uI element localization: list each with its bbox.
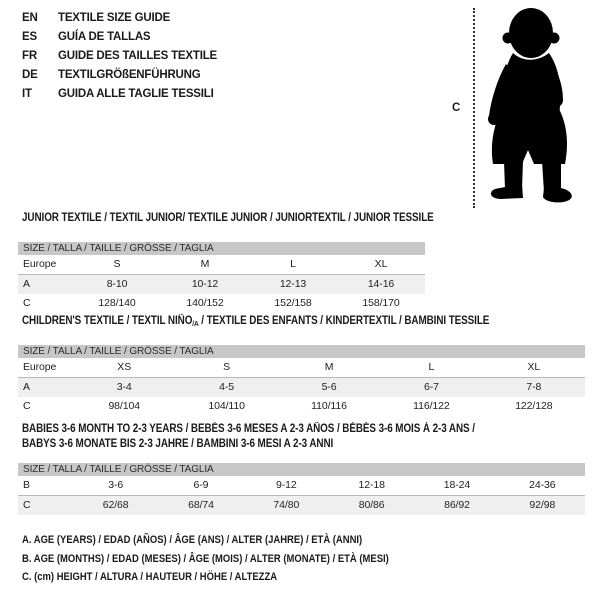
row-label: C: [23, 297, 31, 309]
row-label: C: [23, 499, 31, 511]
language-item-de: [22, 66, 217, 85]
row-label: C: [23, 400, 31, 412]
table-row-height: [18, 496, 585, 515]
table-cell: 12-18: [358, 479, 385, 491]
legend-notes: [22, 531, 449, 587]
table-cell: 80/86: [358, 499, 385, 511]
language-item-es: [22, 28, 217, 47]
table-cell: XL: [527, 361, 541, 373]
childrens-size-table: [18, 345, 585, 416]
childrens-section-title-text: [22, 315, 489, 328]
language-item-fr: [22, 47, 217, 66]
table-cell: 5-6: [321, 381, 337, 393]
language-code: DE: [22, 69, 38, 81]
table-cell: 62/68: [102, 499, 129, 511]
language-title: GUÍA DE TALLAS: [58, 31, 151, 43]
table-cell: M: [200, 258, 210, 270]
size-header-bar: SIZE / TALLA / TAILLE / GRÖSSE / TAGLIA: [18, 463, 585, 476]
junior-size-table: [18, 242, 425, 313]
table-cell: 7-8: [526, 381, 542, 393]
language-item-it: [22, 85, 217, 104]
note-age-years: [22, 531, 449, 550]
babies-section-title: [22, 422, 549, 452]
table-cell: 116/122: [413, 400, 450, 412]
babies-section-title-line1: BABIES 3-6 MONTH TO 2-3 YEARS / BEBÉS 3-6 MESES A 2-3 AÑOS / BÉBÉS 3-6 MOIS À 2-3 ANS /: [22, 423, 475, 435]
table-cell: 68/74: [188, 499, 214, 511]
row-label: A: [23, 381, 30, 393]
junior-section-title: [22, 212, 501, 224]
childrens-section-title: [22, 315, 565, 328]
language-title: GUIDE DES TAILLES TEXTILE: [58, 50, 217, 62]
height-measure-dotted-line: [473, 8, 475, 208]
language-code: IT: [22, 88, 32, 100]
note-age-months: [22, 550, 449, 569]
table-cell: 4-5: [219, 381, 235, 393]
childrens-title-suffix: / TEXTILE DES ENFANTS / KINDERTEXTIL / BAMBINI TESSILE: [198, 315, 490, 327]
junior-section-title-text: JUNIOR TEXTILE / TEXTIL JUNIOR/ TEXTILE JUNIOR / JUNIORTEXTIL / JUNIOR TESSILE: [22, 212, 434, 224]
table-cell: 14-16: [367, 278, 395, 290]
table-cell: L: [428, 361, 435, 373]
row-label: B: [23, 479, 30, 491]
babies-size-table: [18, 463, 585, 515]
table-cell: S: [223, 361, 231, 373]
childrens-title-prefix: CHILDREN'S TEXTILE / TEXTIL NIÑO: [22, 315, 193, 327]
language-title: GUIDA ALLE TAGLIE TESSILI: [58, 88, 214, 100]
table-row-age: [18, 378, 585, 397]
table-cell: M: [324, 361, 334, 373]
table-row-height: [18, 294, 425, 313]
table-cell: 92/98: [529, 499, 556, 511]
table-row-europe: [18, 255, 425, 275]
language-code: FR: [22, 50, 37, 62]
table-cell: 122/128: [515, 400, 553, 412]
table-cell: 9-12: [276, 479, 297, 491]
note-age-months-text: B. AGE (MONTHS) / EDAD (MESES) / ÂGE (MOIS) / ALTER (MONATE) / ETÀ (MESI): [22, 552, 389, 565]
height-measure-label: C: [452, 102, 461, 114]
row-label: Europe: [23, 258, 57, 270]
language-title: TEXTILE SIZE GUIDE: [58, 12, 171, 24]
table-row-months: [18, 476, 585, 496]
size-header-bar: SIZE / TALLA / TAILLE / GRÖSSE / TAGLIA: [18, 345, 585, 358]
table-cell: 74/80: [273, 499, 300, 511]
table-cell: 158/170: [362, 297, 400, 309]
table-cell: 104/110: [208, 400, 245, 412]
table-cell: 6-9: [193, 479, 209, 491]
language-code: ES: [22, 31, 37, 43]
babies-section-title-line2: BABYS 3-6 MONATE BIS 2-3 JAHRE / BAMBINI 3-6 MESI A 2-3 ANNI: [22, 438, 334, 450]
table-cell: 86/92: [444, 499, 470, 511]
table-cell: 128/140: [98, 297, 136, 309]
table-cell: 98/104: [108, 400, 140, 412]
table-row-europe: [18, 358, 585, 378]
table-row-height: [18, 397, 585, 416]
note-age-years-text: A. AGE (YEARS) / EDAD (AÑOS) / ÂGE (ANS) / ALTER (JAHRE) / ETÀ (ANNI): [22, 534, 363, 546]
table-row-age: [18, 275, 425, 294]
note-height-cm: [22, 568, 449, 587]
table-cell: 140/152: [186, 297, 224, 309]
table-cell: 10-12: [191, 278, 219, 290]
table-cell: 6-7: [423, 381, 439, 393]
language-code: EN: [22, 12, 38, 24]
size-header-bar: SIZE / TALLA / TAILLE / GRÖSSE / TAGLIA: [18, 242, 425, 255]
language-list: [22, 9, 217, 104]
table-cell: 110/116: [311, 400, 347, 412]
baby-silhouette-icon: [487, 6, 593, 208]
table-cell: XS: [117, 361, 132, 373]
table-cell: 3-4: [116, 381, 132, 393]
table-cell: XL: [374, 258, 388, 270]
language-title: TEXTILGRÖßENFÜHRUNG: [58, 69, 201, 81]
table-cell: L: [290, 258, 296, 270]
language-item-en: [22, 9, 217, 28]
note-height-cm-text: C. (cm) HEIGHT / ALTURA / HAUTEUR / HÖHE / ALTEZZA: [22, 571, 278, 583]
childrens-title-subscript: /A: [192, 319, 199, 328]
table-cell: 152/158: [274, 297, 312, 309]
table-cell: 3-6: [108, 479, 124, 491]
table-cell: 24-36: [529, 479, 556, 491]
table-cell: S: [113, 258, 121, 270]
row-label: A: [23, 278, 30, 290]
row-label: Europe: [23, 361, 57, 373]
table-cell: 18-24: [443, 479, 471, 491]
table-cell: 12-13: [279, 278, 307, 290]
table-cell: 8-10: [106, 278, 128, 290]
